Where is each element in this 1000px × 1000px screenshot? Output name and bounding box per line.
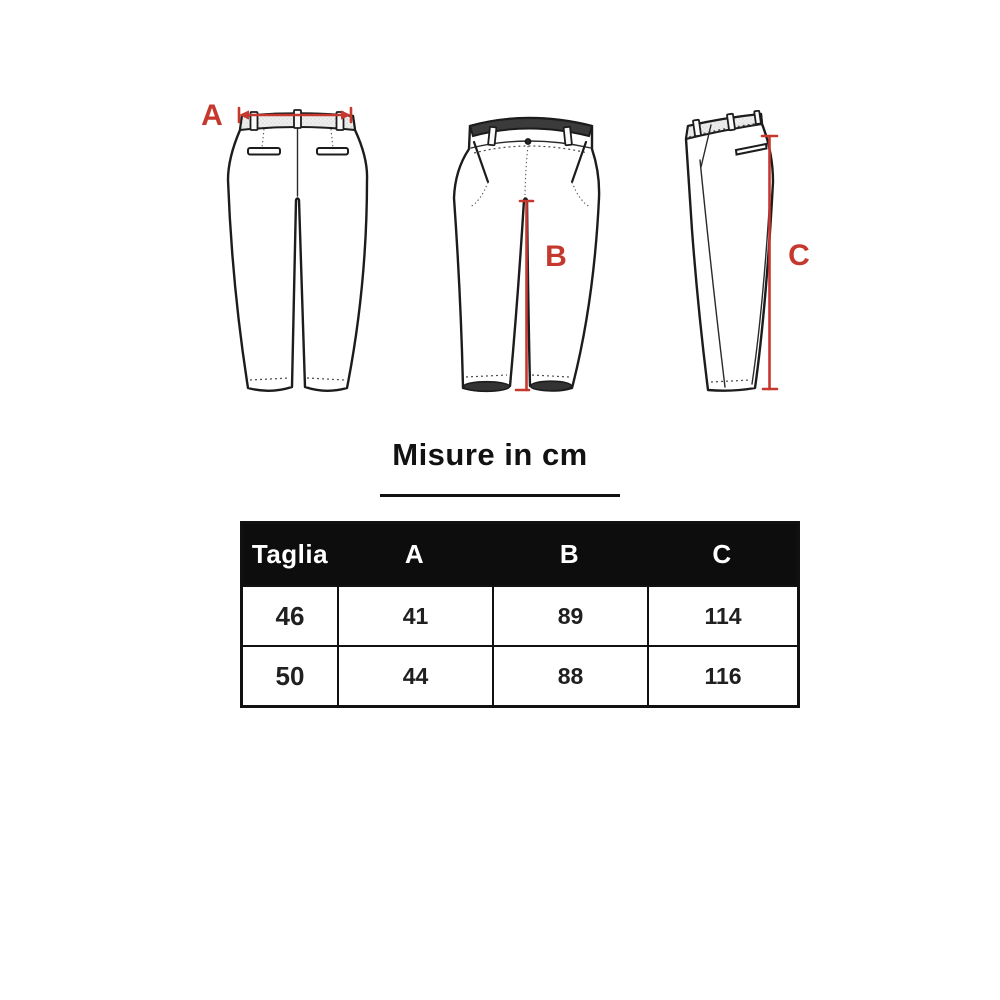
table-row xyxy=(243,645,797,705)
cell-a: 41 xyxy=(337,587,492,645)
pants-side-view-illustration xyxy=(678,110,778,394)
cell-size: 46 xyxy=(275,600,305,631)
pants-front-view-illustration xyxy=(448,108,606,394)
cell-c: 114 xyxy=(647,587,797,645)
header-cell-a: A xyxy=(404,539,425,569)
cell-size: 50 xyxy=(275,660,305,691)
cell-b: 89 xyxy=(492,587,647,645)
measure-label-c: C xyxy=(788,239,810,272)
title-underline xyxy=(380,494,620,497)
header-cell-b: B xyxy=(559,539,580,569)
size-table xyxy=(240,521,800,708)
cell-a: 44 xyxy=(337,647,492,705)
header-cell-taglia: Taglia xyxy=(251,539,329,569)
cell-b: 88 xyxy=(492,647,647,705)
cell-c: 116 xyxy=(647,647,797,705)
page-title: Misure in cm xyxy=(392,437,588,472)
measure-label-b: B xyxy=(545,240,567,273)
size-table-header xyxy=(243,524,797,585)
header-cell-c: C xyxy=(712,539,732,569)
table-row xyxy=(243,585,797,645)
measure-label-a: A xyxy=(201,99,223,132)
pants-back-view-illustration xyxy=(222,106,382,398)
